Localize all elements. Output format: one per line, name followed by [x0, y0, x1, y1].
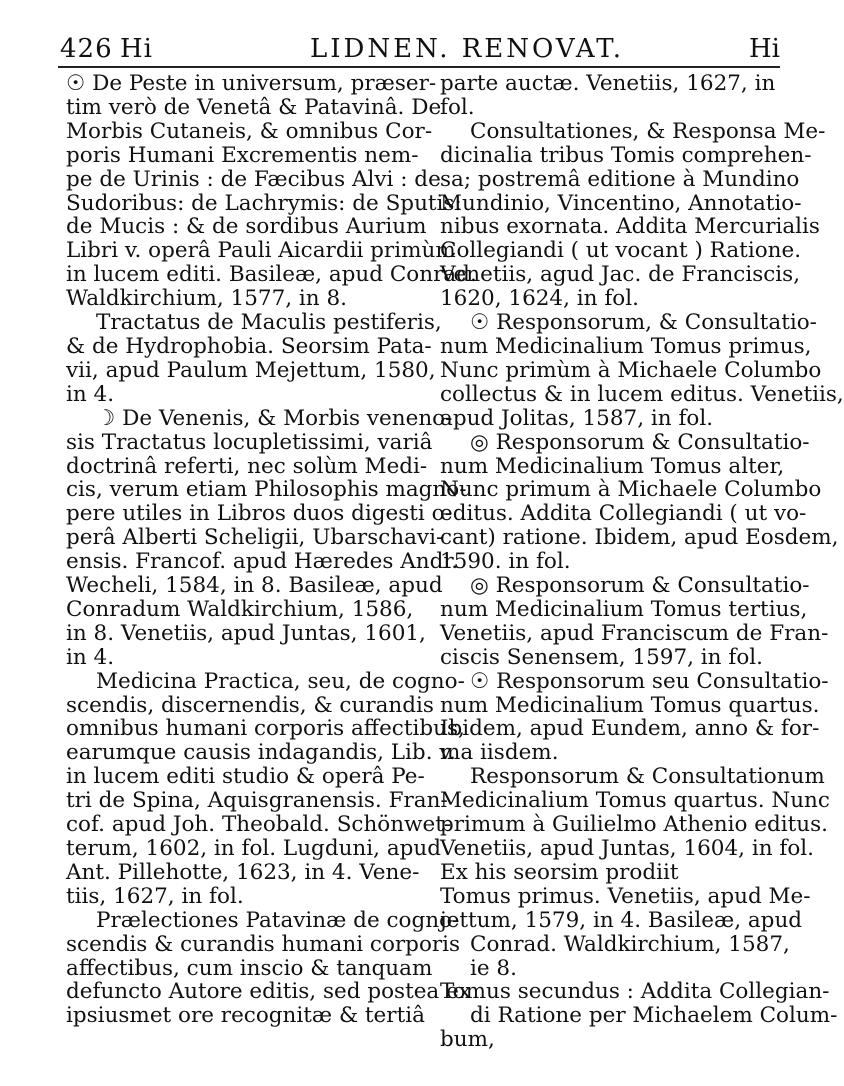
text-line: Nunc primum à Michaele Columbo	[440, 477, 822, 503]
text-line: earumque causis indagandis, Lib. v.	[66, 740, 456, 766]
text-line: in 4.	[66, 381, 115, 407]
text-line: Collegiandi ( ut vocant ) Ratione.	[440, 238, 802, 264]
text-line: ensis. Francof. apud Hæredes Andr.	[66, 549, 459, 575]
text-line: Ibidem, apud Eundem, anno & for-	[440, 716, 820, 742]
text-line: ma iisdem.	[440, 740, 559, 766]
text-line: Medicina Practica, seu, de cogno-	[96, 668, 465, 694]
text-line: ◎ Responsorum & Consultatio-	[470, 573, 810, 599]
text-line: Tomus secundus : Addita Collegian-	[440, 979, 830, 1005]
text-line: cant) ratione. Ibidem, apud Eosdem,	[440, 525, 839, 551]
text-line: defuncto Autore editis, sed postea ex	[66, 979, 471, 1005]
text-line: Waldkirchium, 1577, in 8.	[66, 286, 347, 312]
text-line: apud Jolitas, 1587, in fol.	[440, 405, 714, 431]
text-line: tim verò de Venetâ & Patavinâ. De	[66, 94, 442, 120]
text-line: de Mucis : & de sordibus Aurium	[66, 214, 427, 240]
right-column	[440, 71, 844, 1053]
text-line: doctrinâ referti, nec solùm Medi-	[66, 453, 428, 479]
text-line: 1590. in fol.	[440, 549, 571, 575]
text-line: in lucem editi studio & operâ Pe-	[66, 764, 425, 790]
text-line: Mundinio, Vincentino, Annotatio-	[440, 190, 802, 216]
text-line: num Medicinalium Tomus alter,	[440, 453, 785, 479]
page-header	[0, 30, 800, 70]
text-line: scendis & curandis humani corporis	[66, 931, 461, 957]
page-number: 426	[60, 34, 113, 64]
text-line: Conrad. Waldkirchium, 1587,	[470, 931, 790, 957]
text-line: tri de Spina, Aquisgranensis. Fran-	[66, 788, 448, 814]
text-line: Prælectiones Patavinæ de cogno-	[96, 907, 460, 933]
text-line: bum,	[440, 1027, 495, 1053]
text-line: Tomus primus. Venetiis, apud Me-	[440, 883, 811, 909]
left-column	[66, 71, 477, 1029]
text-line: Venetiis, agud Jac. de Franciscis,	[440, 262, 801, 288]
text-line: in 8. Venetiis, apud Juntas, 1601,	[66, 620, 426, 646]
text-line: in 4.	[66, 644, 115, 670]
text-line: dicinalia tribus Tomis comprehen-	[440, 142, 812, 168]
text-line: pere utiles in Libros duos digesti o-	[66, 501, 452, 527]
text-line: ciscis Senensem, 1597, in fol.	[440, 644, 763, 670]
text-line: Consultationes, & Responsa Me-	[470, 118, 826, 144]
text-line: di Ratione per Michaelem Colum-	[470, 1003, 838, 1029]
text-line: Venetiis, apud Franciscum de Fran-	[440, 620, 829, 646]
text-line: fol.	[440, 94, 475, 120]
text-line: & de Hydrophobia. Seorsim Pata-	[66, 333, 432, 359]
running-title: LIDNEN. RENOVAT.	[310, 34, 625, 64]
header-rule	[58, 66, 780, 68]
text-line: Nunc primùm à Michaele Columbo	[440, 357, 822, 383]
text-line: sa; postremâ editione à Mundino	[440, 166, 800, 192]
text-line: ☽ De Venenis, & Morbis veneno-	[96, 405, 453, 431]
text-line: ipsiusmet ore recognitæ & tertiâ	[66, 1003, 425, 1029]
text-line: ie 8.	[470, 955, 517, 981]
text-line: Tractatus de Maculis pestiferis,	[96, 310, 442, 336]
text-line: num Medicinalium Tomus primus,	[440, 333, 812, 359]
text-line: collectus & in lucem editus. Venetiis,	[440, 381, 844, 407]
text-line: pe de Urinis : de Fæcibus Alvi : de	[66, 166, 441, 192]
text-line: scendis, discernendis, & curandis	[66, 692, 434, 718]
text-line: jettum, 1579, in 4. Basileæ, apud	[440, 907, 803, 933]
text-line: Responsorum & Consultationum	[470, 764, 825, 790]
text-line: ☉ De Peste in universum, præser-	[66, 71, 437, 96]
text-line: ◎ Responsorum & Consultatio-	[470, 429, 810, 455]
text-line: num Medicinalium Tomus quartus.	[440, 692, 820, 718]
text-line: Venetiis, apud Juntas, 1604, in fol.	[440, 836, 814, 861]
text-line: nibus exornata. Addita Mercurialis	[440, 214, 820, 240]
text-line: in lucem editi. Basileæ, apud Conrad.	[66, 262, 477, 288]
text-line: terum, 1602, in fol. Lugduni, apud	[66, 836, 442, 861]
text-line: affectibus, cum inscio & tanquam	[66, 955, 433, 981]
right-running-head: Hi	[749, 34, 780, 64]
text-line: cis, verum etiam Philosophis magno-	[66, 477, 467, 503]
text-line: parte auctæ. Venetiis, 1627, in	[440, 71, 776, 96]
text-line: poris Humani Excrementis nem-	[66, 142, 419, 168]
text-line: Conradum Waldkirchium, 1586,	[66, 596, 414, 622]
text-line: omnibus humani corporis affectibus,	[66, 716, 465, 742]
text-line: Libri v. operâ Pauli Aicardii primùm	[66, 238, 456, 264]
text-line: perâ Alberti Scheligii, Ubarschavi-	[66, 525, 444, 551]
text-line: Ex his seorsim prodiit	[440, 859, 679, 885]
text-line: vii, apud Paulum Mejettum, 1580,	[66, 357, 436, 383]
text-line: Morbis Cutaneis, & omnibus Cor-	[66, 118, 433, 144]
text-line: primum à Guilielmo Athenio editus.	[440, 812, 829, 838]
text-line: num Medicinalium Tomus tertius,	[440, 596, 808, 622]
text-line: sis Tractatus locupletissimi, variâ	[66, 429, 433, 455]
text-line: Ant. Pillehotte, 1623, in 4. Vene-	[66, 859, 420, 885]
text-line: cof. apud Joh. Theobald. Schönwet-	[66, 812, 452, 838]
text-line: 1620, 1624, in fol.	[440, 286, 639, 312]
left-running-head: Hi	[120, 34, 153, 64]
text-line: ☉ Responsorum, & Consultatio-	[470, 310, 817, 336]
text-line: Medicinalium Tomus quartus. Nunc	[440, 788, 830, 814]
text-line: tiis, 1627, in fol.	[66, 883, 244, 909]
text-line: Sudoribus: de Lachrymis: de Sputis:	[66, 190, 462, 216]
text-line: Wecheli, 1584, in 8. Basileæ, apud	[66, 573, 443, 599]
text-line: editus. Addita Collegiandi ( ut vo-	[440, 501, 807, 527]
text-line: ☉ Responsorum seu Consultatio-	[470, 668, 829, 694]
